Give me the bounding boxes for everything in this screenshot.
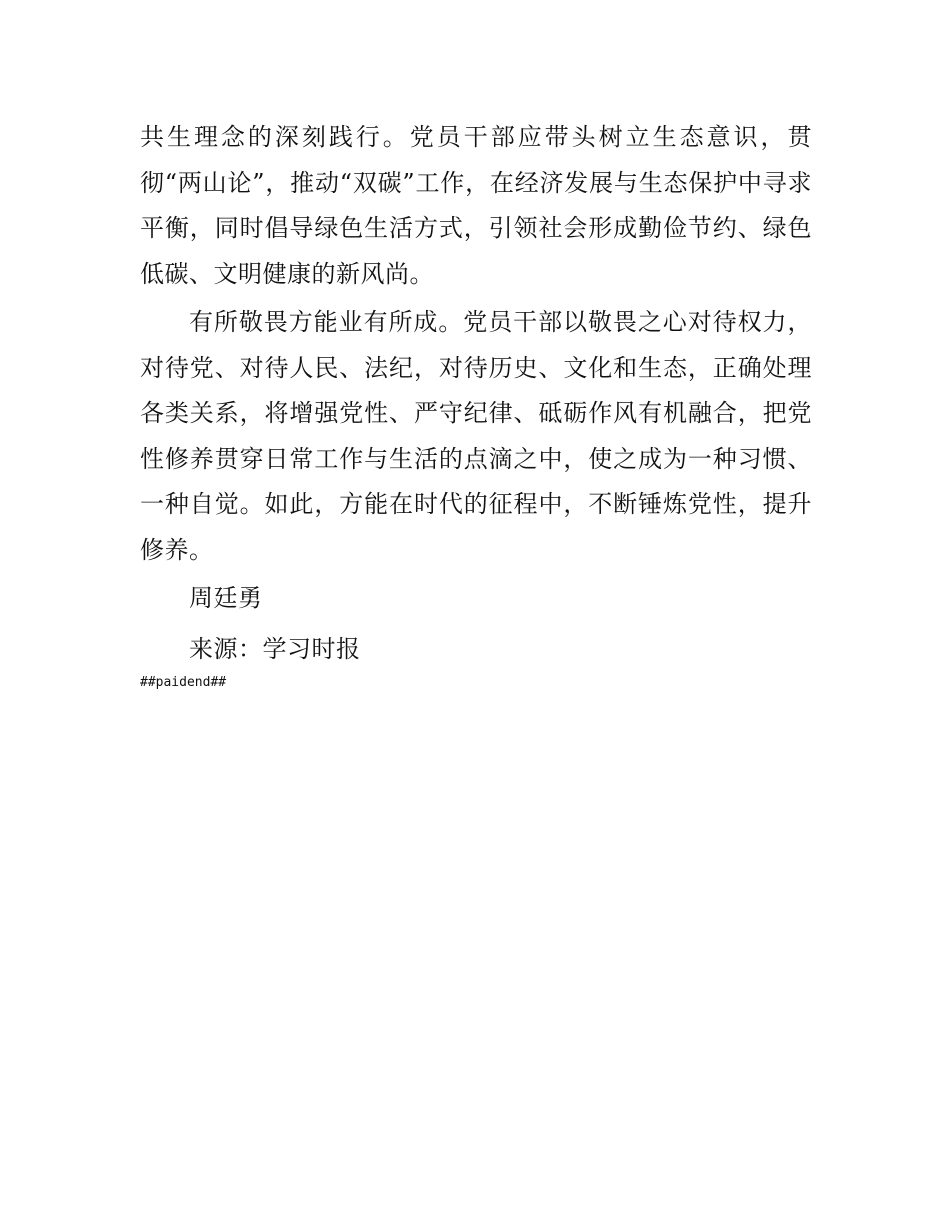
source-line: 来源：学习时报 [189,635,361,663]
article-body [140,115,812,678]
paragraph-reverence: 有所敬畏方能业有所成。党员干部以敬畏之心对待权力，对待党、对待人民、法纪，对待历史、文化和生态，正确处理各类关系，将增强党性、严守纪律、砥砺作风有机融合，把党性修养贯穿日常工作与生活的点滴之中，使之成为一种习惯、一种自觉。如此，方能在时代的征程中，不断锤炼党性，提升修养。 [140,308,812,564]
author-name: 周廷勇 [189,584,263,612]
paid-end-marker: ##paidend## [140,675,227,690]
paragraph-continued: 共生理念的深刻践行。党员干部应带头树立生态意识，贯彻“两山论”，推动“双碳”工作，在经济发展与生态保护中寻求平衡，同时倡导绿色生活方式，引领社会形成勤俭节约、绿色低碳、文明健康的新风尚。 [140,123,812,288]
